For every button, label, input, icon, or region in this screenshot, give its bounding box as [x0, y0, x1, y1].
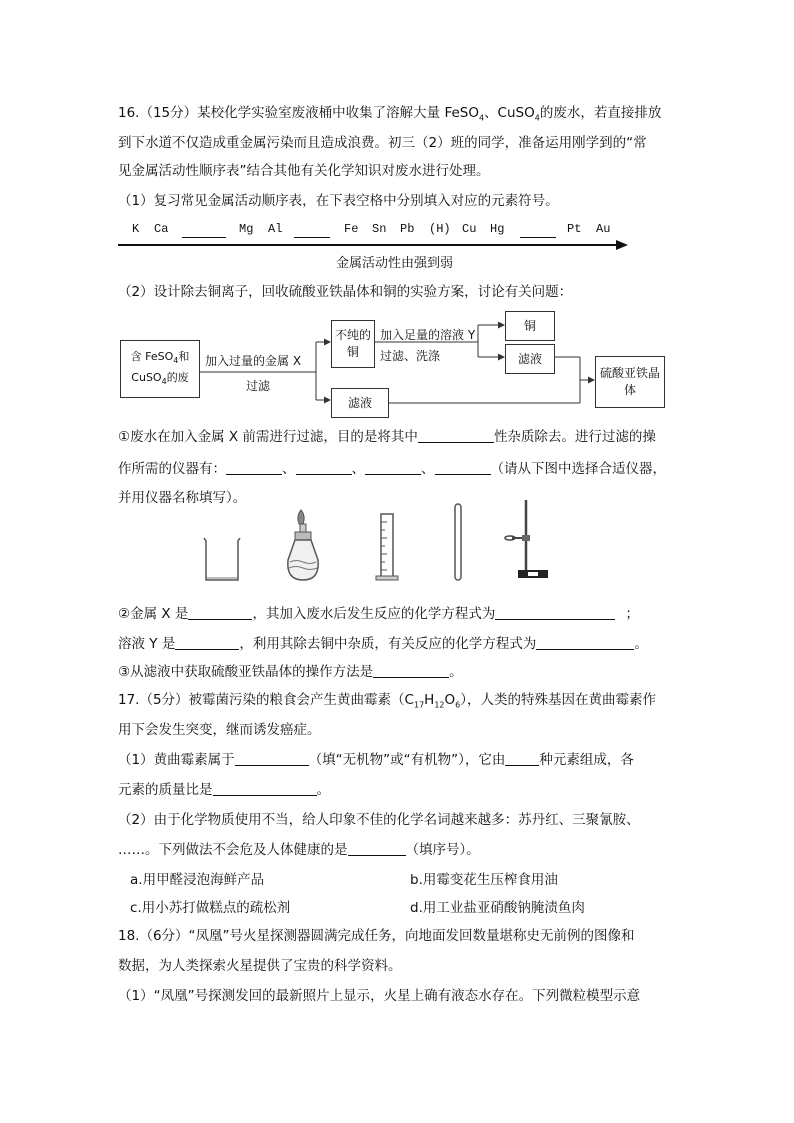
- q17-part2-line2: ……。下列做法不会危及人体健康的是 （填序号）。: [118, 842, 480, 858]
- q17-option-d: d.用工业盐亚硝酸钠腌渍鱼肉: [410, 900, 585, 916]
- graduated-cylinder-icon: [376, 514, 398, 580]
- flow-arrow1-top: 加入过量的金属 X: [205, 354, 302, 368]
- answer-blank-element-count[interactable]: [505, 751, 539, 766]
- flow-arrow2-top: 加入足量的溶液 Y: [380, 328, 476, 342]
- metal-mg: Mg: [239, 222, 254, 236]
- q16-sub2-line2: 溶液 Y 是 ，利用其除去铜中杂质，有关反应的化学方程式为 。: [118, 636, 648, 652]
- q16-sub1-line2: 作所需的仪器有： 、 、 、 （请从下图中选择合适仪器，: [118, 461, 666, 477]
- lab-instruments: [190, 500, 550, 586]
- metal-al: Al: [268, 222, 283, 236]
- q17-part1-line2: 元素的质量比是 。: [118, 782, 330, 798]
- metal-pb: Pb: [400, 222, 415, 236]
- q17-line2: 用下会发生突变，继而诱发癌症。: [118, 722, 321, 738]
- flow-start-box: 含 FeSO$_4$和 CuSO$_4$的废: [120, 340, 200, 398]
- answer-blank-metal-x[interactable]: [188, 605, 252, 620]
- q18-part1: （1）“凤凰”号探测发回的最新照片上显示，火星上确有液态水存在。下列微粒模型示意: [118, 988, 641, 1004]
- answer-blank-choice[interactable]: [348, 841, 406, 856]
- answer-blank-impurity[interactable]: [418, 428, 494, 443]
- flow-product-box: 硫酸亚铁晶体: [595, 356, 665, 408]
- metal-h: (H): [429, 222, 451, 236]
- q17-option-b: b.用霉变花生压榨食用油: [410, 872, 558, 888]
- answer-blank-instrument-3[interactable]: [365, 460, 421, 475]
- q18-line2: 数据，为人类探索火星提供了宝贵的科学资料。: [118, 958, 402, 974]
- q18-line1: 18.（6分）“凤凰”号火星探测器圆满完成任务，向地面发回数量堪称史无前例的图像和: [118, 928, 635, 944]
- answer-blank-equation-2[interactable]: [536, 635, 634, 650]
- glass-rod-icon: [455, 504, 461, 580]
- answer-blank-equation-1[interactable]: [495, 605, 615, 620]
- flow-arrow1-bottom: 过滤: [246, 379, 271, 393]
- metal-sn: Sn: [372, 222, 387, 236]
- metal-k: K: [132, 222, 140, 236]
- q16-sub3: ③从滤液中获取硫酸亚铁晶体的操作方法是 。: [118, 664, 463, 680]
- flow-filtrate-box-1: 滤液: [505, 344, 555, 374]
- arrow-label: 金属活动性由强到弱: [336, 256, 454, 271]
- q17-option-c: c.用小苏打做糕点的疏松剂: [130, 900, 291, 916]
- metal-fe: Fe: [344, 222, 359, 236]
- q16-header: 16.（15分）某校化学实验室废液桶中收集了溶解大量 FeSO$_4$、CuSO$_4$的废水，若直接排放: [118, 105, 662, 123]
- q16-part2: （2）设计除去铜离子，回收硫酸亚铁晶体和铜的实验方案，讨论有关问题：: [118, 284, 573, 300]
- q16-sub1-line3: 并用仪器名称填写）。: [118, 490, 247, 506]
- beaker-icon: [204, 538, 240, 580]
- metal-ca: Ca: [154, 222, 169, 236]
- q16-line3: 见金属活动性顺序表”结合其他有关化学知识对废水进行处理。: [118, 163, 490, 179]
- metal-cu: Cu: [462, 222, 477, 236]
- activity-arrow: [118, 238, 628, 252]
- q17-option-a: a.用甲醛浸泡海鲜产品: [130, 872, 265, 888]
- iron-stand-icon: [505, 500, 548, 578]
- answer-blank-method[interactable]: [373, 663, 449, 678]
- flow-copper-box: 铜: [505, 311, 555, 341]
- q16-line2: 到下水道不仅造成重金属污染而且造成浪费。初三（2）班的同学，准备运用刚学到的“常: [118, 135, 647, 151]
- answer-blank-category[interactable]: [235, 751, 309, 766]
- answer-blank-solution-y[interactable]: [175, 635, 239, 650]
- metal-pt: Pt: [567, 222, 582, 236]
- alcohol-lamp-icon: [288, 510, 318, 580]
- q16-sub2-line1: ②金属 X 是 ，其加入废水后发生反应的化学方程式为 ；: [118, 606, 639, 622]
- answer-blank-instrument-2[interactable]: [296, 460, 352, 475]
- q17-part1-line1: （1）黄曲霉素属于 （填“无机物”或“有机物”），它由 种元素组成，各: [118, 752, 634, 768]
- q17-part2-line1: （2）由于化学物质使用不当，给人印象不佳的化学名词越来越多：苏丹红、三聚氰胺、: [118, 812, 640, 828]
- q16-sub1-line1: ①废水在加入金属 X 前需进行过滤，目的是将其中 性杂质除去。进行过滤的操: [118, 429, 656, 445]
- answer-blank-instrument-1[interactable]: [226, 460, 282, 475]
- answer-blank-instrument-4[interactable]: [435, 460, 491, 475]
- flow-impure-copper-box: 不纯的铜: [331, 320, 375, 368]
- q16-part1: （1）复习常见金属活动顺序表，在下表空格中分别填入对应的元素符号。: [118, 193, 559, 209]
- metal-hg: Hg: [490, 222, 505, 236]
- flow-arrow2-bottom: 过滤、洗涤: [380, 349, 441, 363]
- flow-filtrate-box-2: 滤液: [331, 388, 389, 418]
- metal-au: Au: [596, 222, 611, 236]
- answer-blank-mass-ratio[interactable]: [213, 781, 317, 796]
- q17-line1: 17.（5分）被霉菌污染的粮食会产生黄曲霉素$(C_{17}H_{12}O_6)$，人类的特殊基因在黄曲霉素作: [118, 692, 656, 710]
